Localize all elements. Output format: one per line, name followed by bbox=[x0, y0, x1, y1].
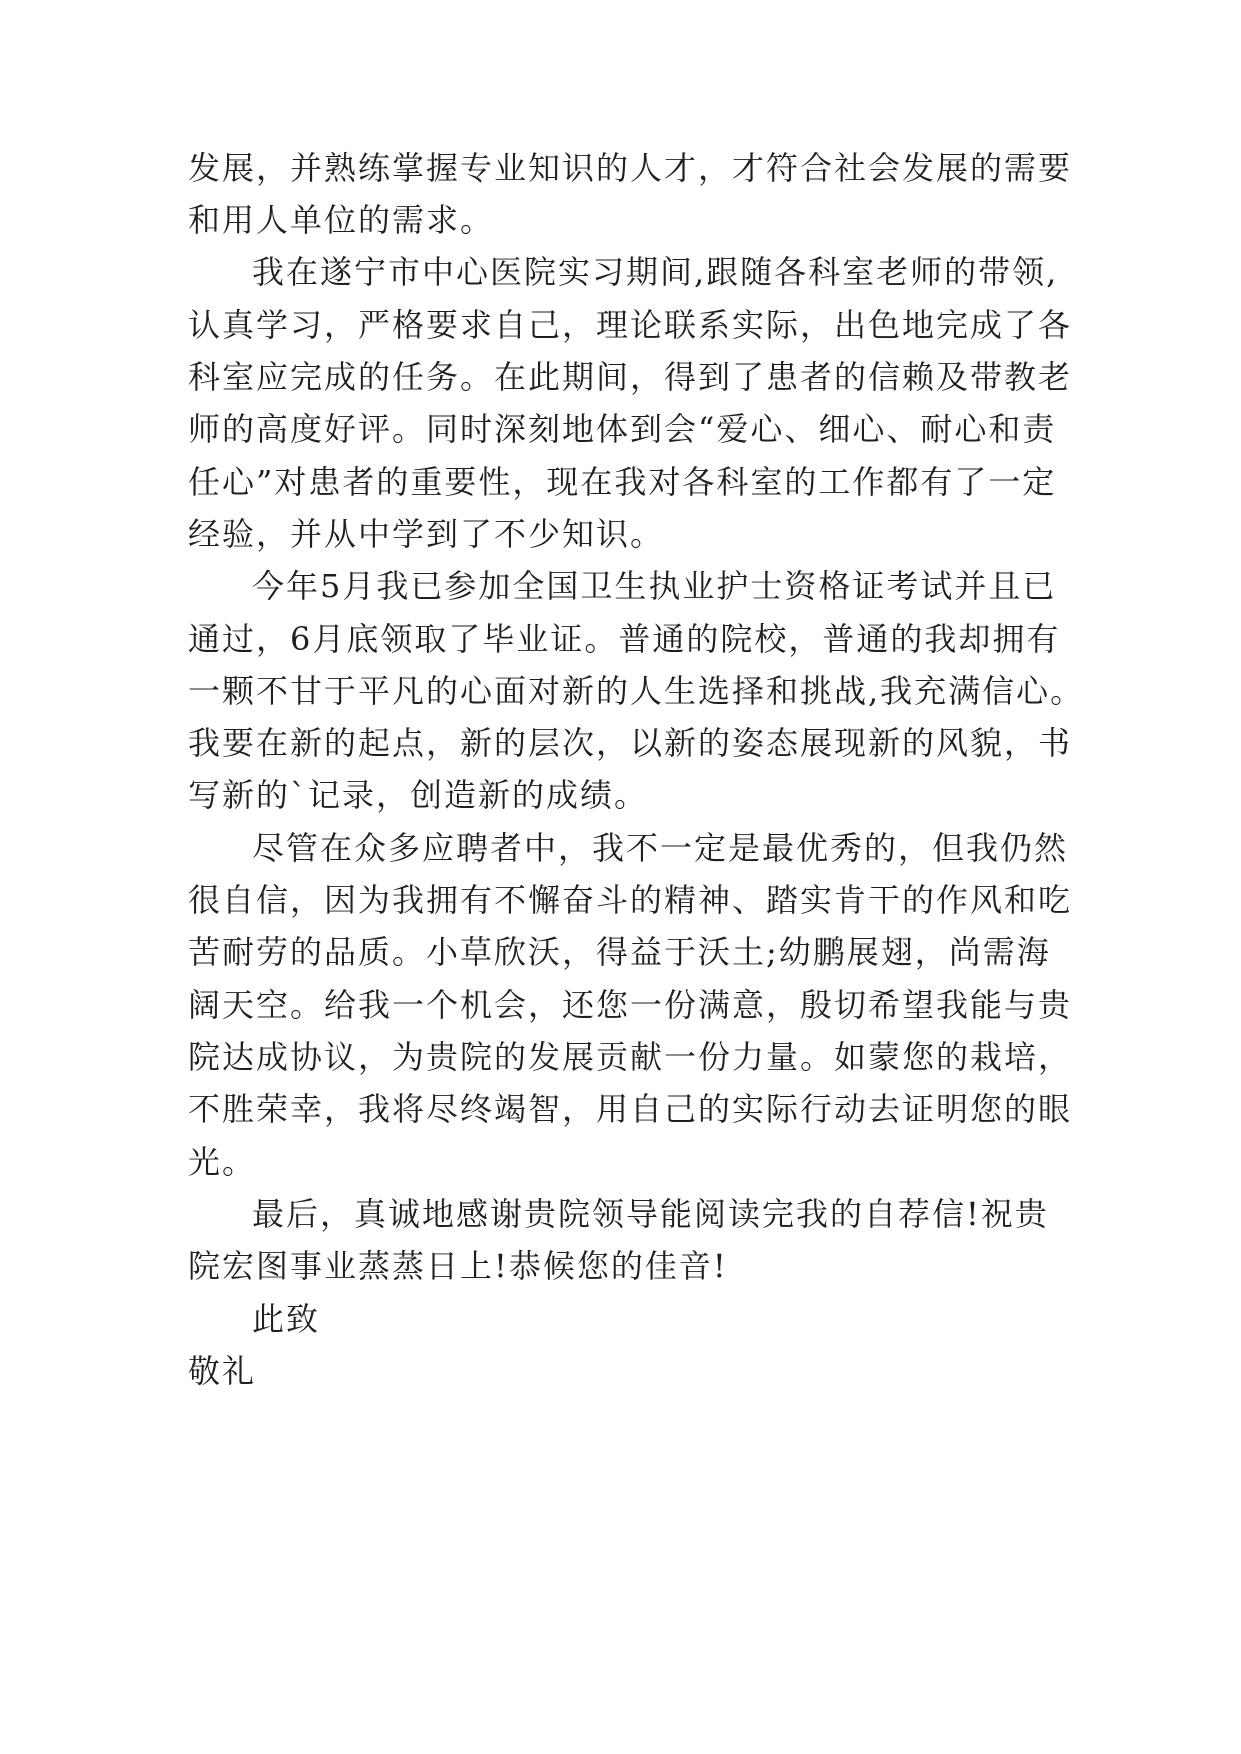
text-line: 通过，6月底领取了毕业证。普通的院校，普通的我却拥有 bbox=[188, 620, 1061, 658]
text-line: 和用人单位的需求。 bbox=[188, 201, 495, 239]
text-line: 院达成协议，为贵院的发展贡献一份力量。如蒙您的栽培， bbox=[188, 1038, 1073, 1076]
text-line: 光。 bbox=[188, 1143, 257, 1181]
text-line: 发展，并熟练掌握专业知识的人才，才符合社会发展的需要 bbox=[188, 149, 1073, 187]
paragraph-start-line: 最后，真诚地感谢贵院领导能阅读完我的自荐信!祝贵 bbox=[252, 1195, 1049, 1233]
paragraph-start-line: 今年5月我已参加全国卫生执业护士资格证考试并且已 bbox=[252, 567, 1057, 605]
text-line: 院宏图事业蒸蒸日上!恭候您的佳音! bbox=[188, 1247, 728, 1285]
text-line: 认真学习，严格要求自己，理论联系实际，出色地完成了各 bbox=[188, 306, 1073, 344]
text-line: 苦耐劳的品质。小草欣沃，得益于沃土;幼鹏展翅，尚需海 bbox=[188, 933, 1051, 971]
closing-salutation: 此致 bbox=[252, 1300, 321, 1338]
text-line: 写新的`记录，创造新的成绩。 bbox=[188, 776, 649, 814]
paragraph-start-line: 我在遂宁市中心医院实习期间,跟随各科室老师的带领, bbox=[252, 253, 1059, 291]
closing-regards: 敬礼 bbox=[188, 1352, 257, 1390]
paragraph-start-line: 尽管在众多应聘者中，我不一定是最优秀的，但我仍然 bbox=[252, 829, 1069, 867]
text-line: 经验，并从中学到了不少知识。 bbox=[188, 515, 665, 553]
text-line: 一颗不甘于平凡的心面对新的人生选择和挑战,我充满信心。 bbox=[188, 672, 1085, 710]
text-line: 任心”对患者的重要性，现在我对各科室的工作都有了一定 bbox=[188, 463, 1057, 501]
text-line: 科室应完成的任务。在此期间，得到了患者的信赖及带教老 bbox=[188, 358, 1073, 396]
text-line: 不胜荣幸，我将尽终竭智，用自己的实际行动去证明您的眼 bbox=[188, 1090, 1073, 1128]
text-line: 很自信，因为我拥有不懈奋斗的精神、踏实肯干的作风和吃 bbox=[188, 881, 1073, 919]
text-line: 我要在新的起点，新的层次，以新的姿态展现新的风貌，书 bbox=[188, 724, 1073, 762]
text-line: 阔天空。给我一个机会，还您一份满意，殷切希望我能与贵 bbox=[188, 986, 1073, 1024]
text-line: 师的高度好评。同时深刻地体到会“爱心、细心、耐心和责 bbox=[188, 410, 1057, 448]
